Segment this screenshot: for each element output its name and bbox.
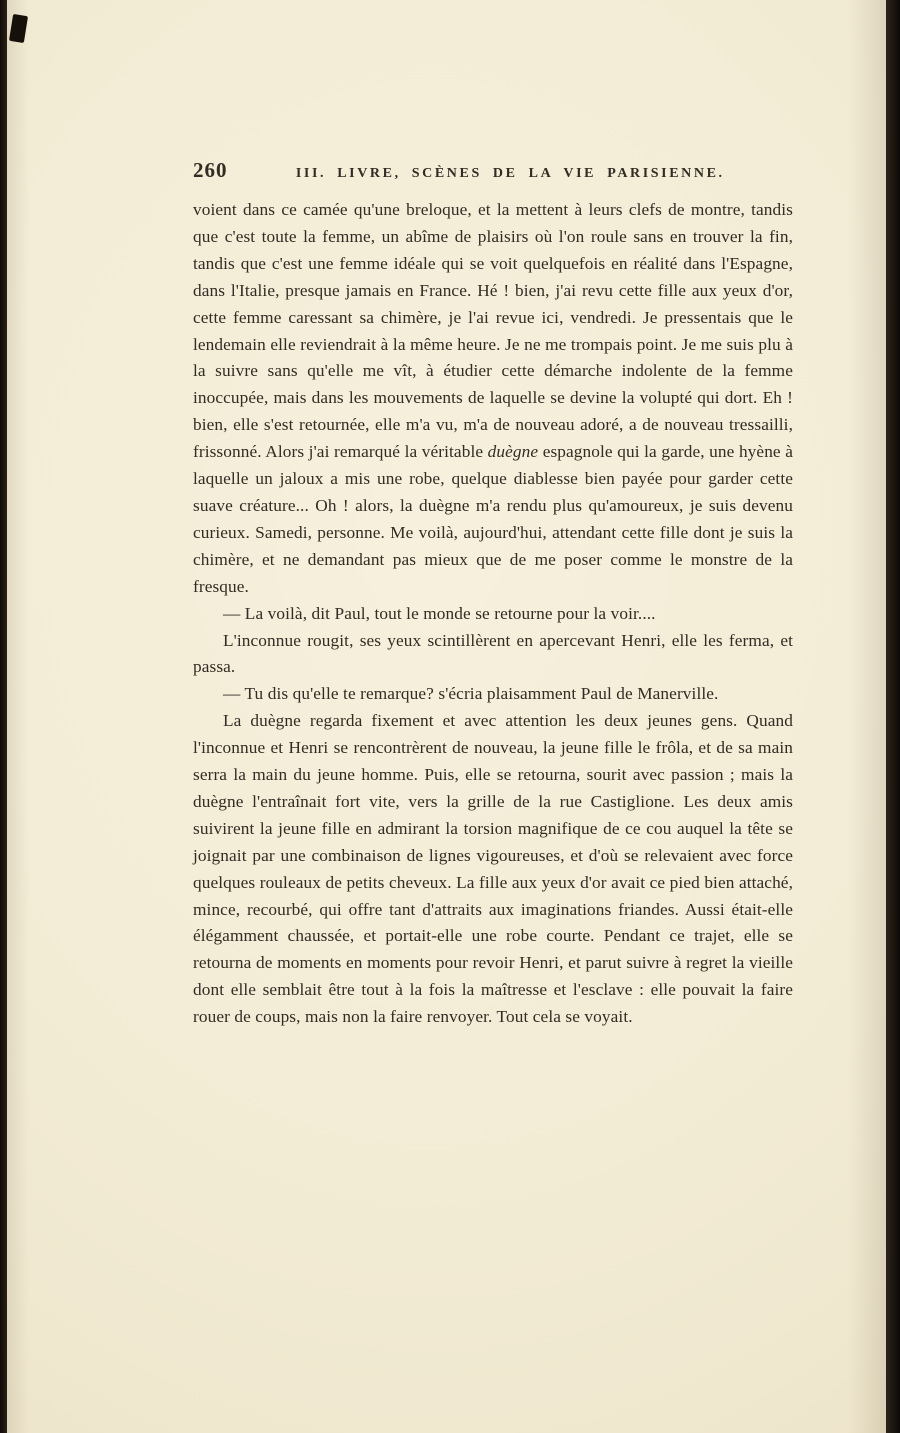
scan-edge-right — [886, 0, 900, 1433]
italic-word: duègne — [487, 442, 539, 462]
paragraph: L'inconnue rougit, ses yeux scintillèrent en apercevant Henri, elle les ferma, et passa. — [193, 630, 793, 677]
scan-edge-left — [0, 0, 7, 1433]
page-shadow-left — [7, 0, 29, 1433]
page-number: 260 — [193, 158, 228, 182]
paragraph: — Tu dis qu'elle te remarque? s'écria plaisamment Paul de Manerville. — [223, 684, 719, 704]
running-title: III. LIVRE, SCÈNES DE LA VIE PARISIENNE. — [295, 166, 725, 181]
page-header — [193, 158, 793, 183]
paragraph — [193, 197, 793, 601]
page-shadow-right — [848, 0, 886, 1433]
paragraph: — La voilà, dit Paul, tout le monde se retourne pour la voir.... — [223, 603, 656, 623]
paragraph-text: voient dans ce camée qu'une breloque, et la mettent à leurs clefs de montre, tandis que c'est toute la femme, un abîme de plaisirs où l'on roule sans en trouver la fin, tandis que c'est une femme idéale qui se voit quelquefois en réalité dans l'Espagne, dans l'Italie, presque jamais en France. Hé ! bien, j'ai revu cette fille aux yeux d'or, cette femme caressant sa chimère, je l'ai revue ici, vendredi. Je pressentais que le lendemain elle reviendrait à la même heure. Je ne me trompais point. Je me suis plu à la suivre sans qu'elle me vît, à étudier cette démarche indolente de la femme inoccupée, mais dans les mouvements de laquelle se devine la volupté qui dort. Eh ! bien, elle s'est retournée, elle m'a vu, m'a de nouveau adoré, a de nouveau tressailli, frissonné. Alors j'ai remarqué la véritable — [193, 200, 793, 462]
paragraph: La duègne regarda fixement et avec attention les deux jeunes gens. Quand l'inconnue et Henri se rencontrèrent de nouveau, la jeune fille le frôla, et de sa main serra la main du jeune homme. Puis, elle se retourna, sourit avec passion ; mais la duègne l'entraînait fort vite, vers la grille de la rue Castiglione. Les deux amis suivirent la jeune fille en admirant la torsion magnifique de ce cou auquel la tête se joignait par une combinaison de lignes vigoureuses, et d'où se relevaient avec force quelques rouleaux de petits cheveux. La fille aux yeux d'or avait ce pied bien attaché, mince, recourbé, qui offre tant d'attraits aux imaginations friandes. Aussi était-elle élégamment chaussée, et portait-elle une robe courte. Pendant ce trajet, elle se retourna de moments en moments pour revoir Henri, et parut suivre à regret la vieille dont elle semblait être tout à la fois la maîtresse et l'esclave : elle pouvait la faire rouer de coups, mais non la faire renvoyer. Tout cela se voyait. — [193, 711, 793, 1027]
page-body — [193, 158, 793, 1031]
text-block — [193, 197, 793, 1031]
paragraph-text: espagnole qui la garde, une hyène à laquelle un jaloux a mis une robe, quelque diablesse bien payée pour garder cette suave créature... Oh ! alors, la duègne m'a rendu plus qu'amoureux, je suis devenu curieux. Samedi, personne. Me voilà, aujourd'hui, attendant cette fille dont je suis la chimère, et ne demandant pas mieux que de me poser comme le monstre de la fresque. — [193, 442, 794, 596]
